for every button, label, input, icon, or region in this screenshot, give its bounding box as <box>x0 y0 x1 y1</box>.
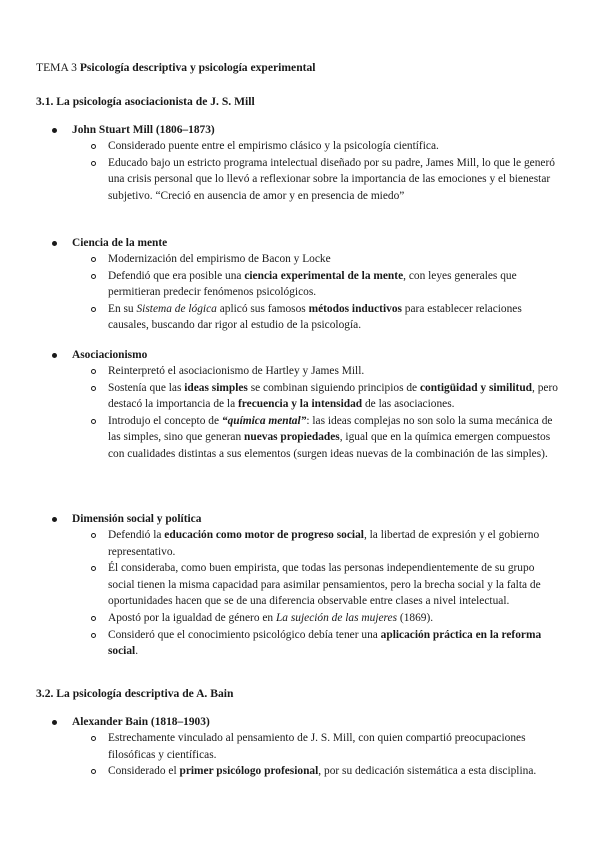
list-item: Sostenía que las ideas simples se combinan siguiendo principios de contigüidad y similitud, pero destacó la importancia de la frecuencia y la intensidad de las asociaciones. <box>90 380 560 413</box>
title-prefix: TEMA 3 <box>36 61 77 74</box>
sublist-bain <box>90 730 560 780</box>
sublist-ciencia <box>90 251 560 334</box>
bullet-asociacionismo: Asociacionismo <box>54 347 147 364</box>
list-item: Apostó por la igualdad de género en La sujeción de las mujeres (1869). <box>90 610 560 627</box>
list-item: Estrechamente vinculado al pensamiento de J. S. Mill, con quien compartió preocupaciones filosóficas y científicas. <box>90 730 560 763</box>
list-item: Considerado puente entre el empirismo clásico y la psicología científica. <box>90 138 560 155</box>
list-item: Defendió la educación como motor de progreso social, la libertad de expresión y el gobierno representativo. <box>90 527 560 560</box>
bullet-ciencia-de-la-mente: Ciencia de la mente <box>54 235 167 252</box>
sublist-dimension <box>90 527 560 660</box>
list-item: Reinterpretó el asociacionismo de Hartley y James Mill. <box>90 363 560 380</box>
list-item: Introdujo el concepto de “química mental”: las ideas complejas no son solo la suma mecánica de las simples, sino que generan nuevas propiedades, igual que en la química emergen compuestos con cualidades distintas a sus elementos (surgen ideas nuevas de la combinación de las simples). <box>90 413 560 463</box>
document-title <box>36 60 316 77</box>
list-item: Defendió que era posible una ciencia experimental de la mente, con leyes generales que permitieran predecir fenómenos psicológicos. <box>90 268 560 301</box>
bullet-alexander-bain: Alexander Bain (1818–1903) <box>54 714 210 731</box>
sublist-mill <box>90 138 560 204</box>
sublist-asociacionismo <box>90 363 560 463</box>
list-item: Considerado el primer psicólogo profesional, por su dedicación sistemática a esta disciplina. <box>90 763 560 780</box>
title-text: Psicología descriptiva y psicología experimental <box>79 61 316 74</box>
bullet-dimension-social: Dimensión social y política <box>54 511 201 528</box>
list-item: Él consideraba, como buen empirista, que todas las personas independientemente de su grupo social tienen la misma capacidad para asimilar pensamientos, pero la brecha social y la falta de oportunidades hacen que se de una diferencia observable entre clases a nivel intelectual. <box>90 560 560 610</box>
list-item: Consideró que el conocimiento psicológico debía tener una aplicación práctica en la reforma social. <box>90 627 560 660</box>
section-heading-3-2: 3.2. La psicología descriptiva de A. Bain <box>36 687 234 700</box>
list-item: Educado bajo un estricto programa intelectual diseñado por su padre, James Mill, lo que le generó una crisis personal que lo llevó a reflexionar sobre la importancia de las emociones y el bienestar subjetivo. “Creció en ausencia de amor y en presencia de miedo” <box>90 155 560 205</box>
bullet-john-stuart-mill: John Stuart Mill (1806–1873) <box>54 122 215 139</box>
list-item: En su Sistema de lógica aplicó sus famosos métodos inductivos para establecer relaciones causales, buscando dar rigor al estudio de la psicología. <box>90 301 560 334</box>
list-item: Modernización del empirismo de Bacon y Locke <box>90 251 560 268</box>
section-heading-3-1: 3.1. La psicología asociacionista de J. S. Mill <box>36 95 255 108</box>
